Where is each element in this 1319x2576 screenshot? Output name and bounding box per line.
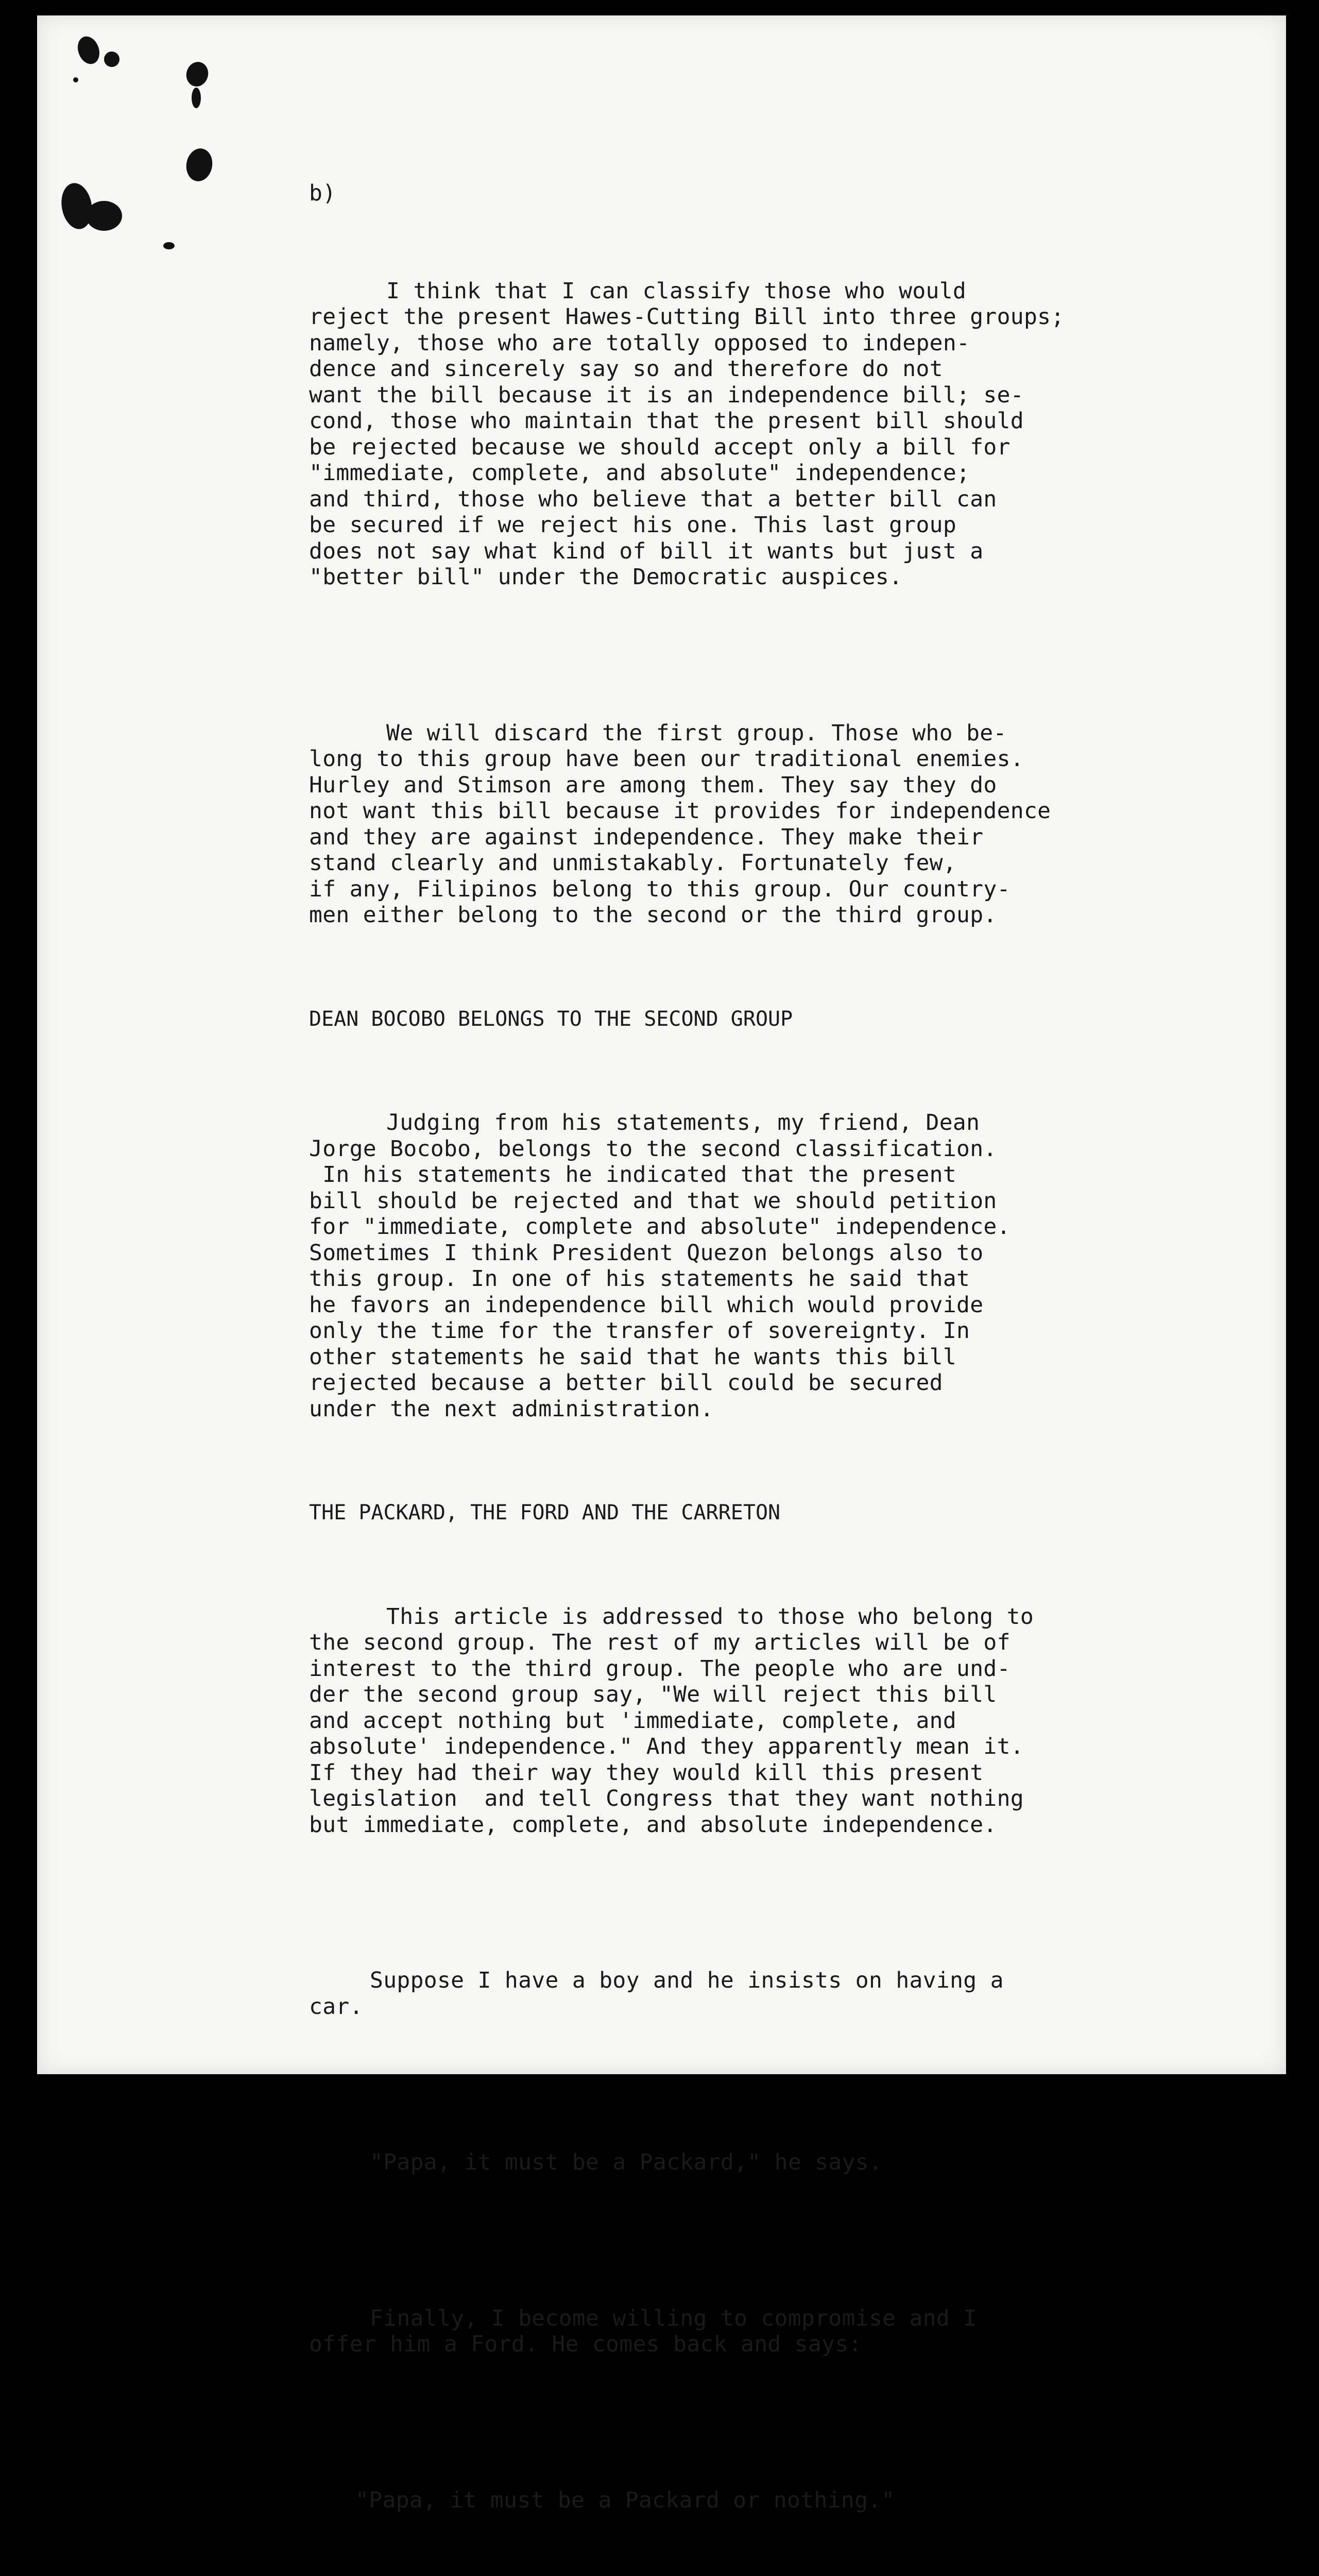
text-line: men either belong to the second or the third group.	[309, 902, 997, 928]
text-line: this group. In one of his statements he said that	[309, 1266, 970, 1292]
text-line: he favors an independence bill which would provide	[309, 1292, 984, 1318]
text-line: cond, those who maintain that the present bill should	[309, 408, 1024, 434]
text-line: interest to the third group. The people who are und-	[309, 1655, 1010, 1682]
paragraph-5	[309, 1916, 1246, 2072]
text-line: and they are against independence. They make their	[309, 824, 984, 850]
text-line: bill should be rejected and that we should petition	[309, 1188, 997, 1214]
typewritten-page	[37, 15, 1286, 2513]
text-line: only the time for the transfer of sovereignty. In	[309, 1318, 970, 1344]
ink-blot	[73, 77, 78, 82]
section-heading-dean-bocobo: DEAN BOCOBO BELONGS TO THE SECOND GROUP	[309, 1007, 793, 1031]
text-line: We will discard the first group. Those who be-	[386, 720, 1007, 746]
text-line: dence and sincerely say so and therefore do not	[309, 356, 943, 382]
paragraph-6	[309, 2097, 1246, 2228]
text-line: legislation and tell Congress that they want nothing	[309, 1786, 1024, 1811]
ink-blot	[192, 88, 201, 108]
text-line: under the next administration.	[309, 1396, 714, 1422]
text-line: "Papa, it must be a Packard or nothing."	[355, 2487, 895, 2513]
paragraph-1	[309, 226, 1246, 642]
ink-blot	[86, 201, 122, 231]
text-line: be rejected because we should accept only a bill for	[309, 434, 1010, 460]
text-line: stand clearly and unmistakably. Fortunately few,	[309, 850, 957, 876]
text-line: the second group. The rest of my articles will be of	[309, 1630, 1010, 1655]
text-line: namely, those who are totally opposed to indepen-	[309, 330, 970, 356]
text-line: der the second group say, "We will reject this bill	[309, 1682, 997, 1707]
text-line: Jorge Bocobo, belongs to the second classification.	[309, 1136, 997, 1162]
text-line: and third, those who believe that a better bill can	[309, 486, 997, 512]
paragraph-7	[309, 2253, 1246, 2410]
text-line: rejected because a better bill could be secured	[309, 1370, 943, 1396]
text-line: reject the present Hawes-Cutting Bill into three groups;	[309, 304, 1065, 330]
text-line: not want this bill because it provides for independence	[309, 798, 1051, 824]
section-heading-packard-ford-carreton: THE PACKARD, THE FORD AND THE CARRETON	[309, 1501, 781, 1524]
ink-blot	[184, 59, 211, 89]
document-body	[309, 180, 1246, 2576]
text-line: Judging from his statements, my friend, Dean	[386, 1110, 980, 1136]
paragraph-3	[309, 1058, 1246, 1474]
text-line: "Papa, it must be a Packard," he says.	[370, 2149, 883, 2175]
text-line: long to this group have been our traditional enemies.	[309, 746, 1024, 772]
text-line: does not say what kind of bill it wants but just a	[309, 538, 984, 564]
text-line: In his statements he indicated that the present	[309, 1162, 957, 1188]
ink-blot	[104, 52, 119, 67]
text-line: I think that I can classify those who would	[386, 278, 967, 304]
text-line: be secured if we reject his one. This last group	[309, 512, 957, 538]
text-line: Hurley and Stimson are among them. They say they do	[309, 772, 997, 798]
text-line: if any, Filipinos belong to this group. Our country-	[309, 876, 1010, 902]
ink-blot	[184, 146, 215, 183]
paragraph-2	[309, 668, 1246, 980]
text-line: for "immediate, complete and absolute" independence.	[309, 1214, 1010, 1240]
ink-blot	[163, 242, 175, 249]
text-line: want the bill because it is an independence bill; se-	[309, 382, 1024, 408]
text-line: offer him a Ford. He comes back and says:	[309, 2331, 862, 2357]
text-line: If they had their way they would kill this present	[309, 1759, 984, 1786]
ink-blot	[74, 33, 103, 67]
text-line: Suppose I have a boy and he insists on having a	[370, 1968, 1004, 1993]
text-line: other statements he said that he wants this bill	[309, 1344, 957, 1370]
text-line: car.	[309, 1993, 363, 2020]
section-label: b)	[309, 180, 336, 206]
text-line: Sometimes I think President Quezon belongs also to	[309, 1240, 984, 1266]
text-line: and accept nothing but 'immediate, complete, and	[309, 1707, 957, 1734]
text-line: This article is addressed to those who belong to	[386, 1603, 1034, 1630]
text-line: "better bill" under the Democratic auspices.	[309, 564, 903, 590]
paragraph-4	[309, 1552, 1246, 1890]
text-line: "immediate, complete, and absolute" independence;	[309, 460, 970, 486]
text-line: Finally, I become willing to compromise and I	[370, 2305, 977, 2331]
text-line: but immediate, complete, and absolute independence.	[309, 1811, 997, 1838]
text-line: absolute' independence." And they apparently mean it.	[309, 1734, 1024, 1759]
paragraph-8	[309, 2435, 1246, 2566]
